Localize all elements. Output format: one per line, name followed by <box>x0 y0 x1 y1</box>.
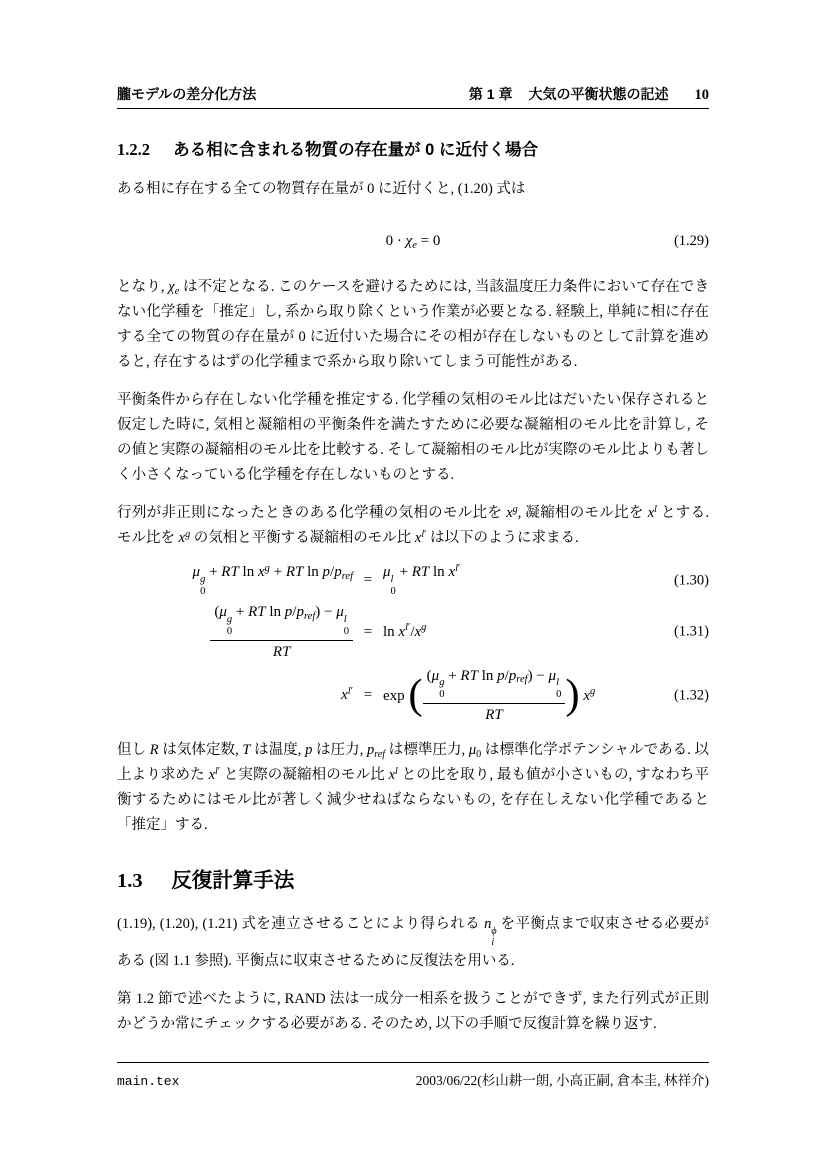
equation-1-31-lhs: (μ g 0 + RT ln p/pref) − μ l 0 RT <box>210 603 353 662</box>
equation-1-30-relation: = <box>363 572 373 589</box>
equation-1-32 <box>117 667 709 726</box>
equation-array <box>117 564 709 725</box>
equation-1-29 <box>117 229 709 254</box>
equation-1-31-number: (1.31) <box>673 623 709 640</box>
header-page-number: 10 <box>694 87 709 103</box>
equation-1-30 <box>117 564 709 598</box>
equation-1-30-lhs: μ g 0 + RT $\ln x^g$ + RT ln p/pref <box>192 562 353 597</box>
paragraph-indeterminate: となり, χe は不定となる. このケースを避けるためには, 当該温度圧力条件において存在できない化学種を「推定」し, 系から取り除くという作業が必要となる. 経験上, 単純に相に存在する全ての物質の存在量が 0 に近付いた場合にその相が存在しないものとして計算を進めると, 存在するはずの化学種まで系から取り除いてしまう可能性がある. <box>117 279 710 370</box>
equation-1-32-lhs: $x^{l'}$ <box>341 686 353 704</box>
subsection-title: ある相に含まれる物質の存在量が 0 に近付く場合 <box>173 141 538 159</box>
paragraph-intro: ある相に存在する全ての物質存在量が 0 に近付くと, (1.20) 式は <box>117 181 526 197</box>
section-title: 反復計算手法 <box>171 869 295 893</box>
equation-1-31 <box>117 603 709 662</box>
equation-1-29-body: 0 · χe = 0 <box>385 233 441 251</box>
main-content <box>117 139 709 1050</box>
page-header <box>117 84 709 109</box>
footer-date-authors: 2003/06/22(杉山耕一朗, 小高正嗣, 倉本圭, 林祥介) <box>415 1073 709 1088</box>
footer-filename: main.tex <box>117 1074 180 1089</box>
equation-1-29-number: (1.29) <box>673 233 709 249</box>
header-left-title: 朧モデルの差分化方法 <box>117 86 257 102</box>
header-chapter-title: 大気の平衡状態の記述 <box>528 86 669 102</box>
page-footer <box>117 1062 709 1089</box>
equation-1-31-rhs: $\ln x^{l'}/x^g$ <box>383 622 427 640</box>
equation-1-32-relation: = <box>363 687 373 704</box>
paragraph-definitions: 但し R は気体定数, T は温度, p は圧力, pref は標準圧力, μ0 は標準化学ポテンシャルである. 以上より求めた $x^{l'}$ と実際の凝縮相のモル比 $x^l$ との比を取り, 最も値が小さいもの, すなわち平衡するためにはモル比が著しく減少せねばならないもの, を存在しえない化学種であると「推定」する. <box>117 742 710 834</box>
equation-1-30-rhs: μ l 0 + RT $\ln x^{l'}$ <box>383 562 461 597</box>
equation-1-31-relation: = <box>363 623 373 640</box>
equation-1-32-number: (1.32) <box>673 687 709 704</box>
header-right <box>469 84 709 104</box>
header-chapter-number: 第 1 章 <box>468 86 513 102</box>
subsection-number: 1.2.2 <box>117 140 150 159</box>
paragraph-estimation: 平衡条件から存在しない化学種を推定する. 化学種の気相のモル比はだいたい保存されると仮定した時に, 気相と凝縮相の平衡条件を満たすために必要な凝縮相のモル比を計算し, その値と実際の凝縮相のモル比を比較する. そして凝縮相のモル比が実際のモル比よりも著しく小さくなっている化学種を存在しないものとする. <box>117 392 709 483</box>
paragraph-mole-ratio: 行列が非正則になったときのある化学種の気相のモル比を $x^g$, 凝縮相のモル比を $x^l$ とする. モル比を $x^g$ の気相と平衡する凝縮相のモル比 $x^{l'}$ は以下のように求まる. <box>117 503 710 546</box>
section-heading-13 <box>117 868 709 894</box>
paragraph-convergence: (1.19), (1.20), (1.21) 式を連立させることにより得られる n ϕ i を平衡点まで収束させる必要がある (図 1.1 参照). 平衡点に収束させるために反復法を用いる. <box>117 916 709 970</box>
equation-1-30-number: (1.30) <box>673 572 709 589</box>
equation-1-32-rhs: exp ( (μ g 0 + RT ln p/pref) − μ l 0 RT ) $x^g$ <box>383 667 596 724</box>
subsection-heading-122 <box>117 139 709 161</box>
section-number: 1.3 <box>117 870 143 893</box>
paragraph-rand-method: 第 1.2 節で述べたように, RAND 法は一成分一相系を扱うことができず, また行列式が正則かどうか常にチェックする必要がある. そのため, 以下の手順で反復計算を繰り返す. <box>117 991 709 1033</box>
